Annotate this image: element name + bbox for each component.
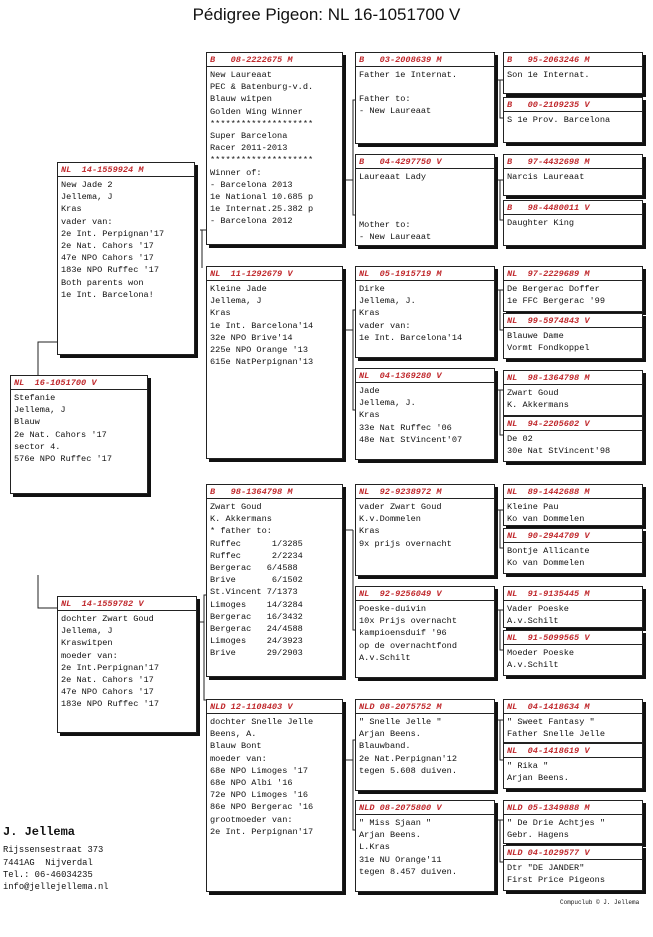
pigeon-info-line: Ruffec 2/2234 <box>210 550 303 561</box>
pigeon-info-line: 47e NPO Cahors '17 <box>61 687 154 698</box>
pigeon-card-dam-dam <box>206 699 343 892</box>
pigeon-info-line: First Price Pigeons <box>507 875 605 886</box>
pigeon-info-line: Brive 6/1502 <box>210 575 303 586</box>
pigeon-card-ssdd <box>503 200 643 246</box>
pigeon-card-sdds <box>503 370 643 416</box>
pigeon-info-line: 68e NPO Limoges '17 <box>210 765 308 776</box>
pigeon-info-line: A.v.Schilt <box>507 616 559 627</box>
pigeon-info-line: Ko van Dommelen <box>507 558 585 569</box>
ring-number: NL 11-1292679 V <box>207 267 342 281</box>
pigeon-info-line: 47e NPO Cahors '17 <box>61 253 154 264</box>
pigeon-info-line: Blauw <box>14 417 40 428</box>
pigeon-card-ddss <box>503 699 643 743</box>
ring-number: NL 05-1915719 M <box>356 267 494 281</box>
pigeon-info-line: Blauwband. <box>359 741 411 752</box>
pigeon-card-dds <box>355 699 495 791</box>
pigeon-info-line: Father Snelle Jelle <box>507 729 605 740</box>
pigeon-info-line: " Sweet Fantasy " <box>507 717 595 727</box>
ring-number: B 08-2222675 M <box>207 53 342 67</box>
ring-number: B 04-4297750 V <box>356 155 494 169</box>
ring-number: NL 92-9238972 M <box>356 485 494 499</box>
pigeon-info-line: Kras <box>359 308 380 319</box>
pigeon-info-line: Super Barcelona <box>210 131 288 142</box>
pigeon-info-line: " Rika " <box>507 761 549 771</box>
pigeon-info-line: A.v.Schilt <box>359 652 411 663</box>
pigeon-info-line: Kras <box>61 204 82 215</box>
pigeon-info-line: Moeder Poeske <box>507 648 575 658</box>
pigeon-info-line: Son 1e Internat. <box>507 70 590 80</box>
pigeon-info-line: moeder van: <box>61 650 118 661</box>
pigeon-info-line: kampioensduif '96 <box>359 628 447 639</box>
pigeon-info-line: 33e Nat Ruffec '06 <box>359 422 452 433</box>
pigeon-info-line: 1e Int. Barcelona'14 <box>210 320 314 331</box>
pigeon-card-sssd <box>503 97 643 143</box>
pigeon-info-line: Jellema, J. <box>359 296 416 307</box>
pigeon-info-line: " Miss Sjaan " <box>359 818 432 828</box>
ring-number: NL 94-2205602 V <box>504 417 642 431</box>
pigeon-info-line: 1e Internat.25.382 p <box>210 204 314 215</box>
pigeon-info-line: 2e Int. Perpignan'17 <box>210 826 314 837</box>
pigeon-card-dam-sire <box>206 484 343 677</box>
pigeon-card-dss <box>355 484 495 576</box>
pigeon-info-line: A.v.Schilt <box>507 660 559 671</box>
ring-number: NLD 05-1349888 M <box>504 801 642 815</box>
ring-number: NL 99-5974843 V <box>504 314 642 328</box>
ring-number: NL 91-9135445 M <box>504 587 642 601</box>
pigeon-info-line: - New Laureaat <box>359 106 432 117</box>
pigeon-info-line: Limoges 14/3284 <box>210 599 303 610</box>
pigeon-card-dam <box>57 596 197 733</box>
pigeon-info-line: Blauw witpen <box>210 94 272 105</box>
pigeon-info-line: St.Vincent 7/1373 <box>210 587 298 598</box>
ring-number: NLD 08-2075800 V <box>356 801 494 815</box>
pigeon-info-line: Bontje Allicante <box>507 546 590 556</box>
pigeon-card-sss <box>355 52 495 144</box>
pigeon-card-sdsd <box>503 313 643 359</box>
pigeon-info-line: vader Zwart Goud <box>359 502 442 512</box>
pigeon-card-dddd <box>503 845 643 891</box>
pigeon-info-line: ******************** <box>210 155 314 166</box>
pigeon-info-line: 10x Prijs overnacht <box>359 616 457 627</box>
pigeon-card-ssd <box>355 154 495 246</box>
pigeon-card-sdd <box>355 368 495 460</box>
owner-name: J. Jellema <box>3 825 76 839</box>
ring-number: NL 04-1418619 V <box>504 744 642 758</box>
pigeon-card-ddsd <box>503 743 643 789</box>
ring-number: NL 89-1442688 M <box>504 485 642 499</box>
credit-footer: Compuclub © J. Jellema <box>560 899 640 906</box>
pigeon-info-line: 1e Int. Barcelona! <box>61 289 154 300</box>
pigeon-info-line: Zwart Goud <box>210 502 262 512</box>
pigeon-info-line: New Laureaat <box>210 70 272 80</box>
pigeon-info-line: De 02 <box>507 434 533 444</box>
pigeon-info-line: grootmoeder van: <box>210 814 293 825</box>
ring-number: NL 98-1364798 M <box>504 371 642 385</box>
pigeon-info-line: Limoges 24/3923 <box>210 636 303 647</box>
pigeon-info-line: dochter Zwart Goud <box>61 614 154 624</box>
pigeon-card-sire <box>57 162 195 355</box>
pigeon-info-line: " Snelle Jelle " <box>359 717 442 727</box>
pigeon-info-line: 1e Int. Barcelona'14 <box>359 332 463 343</box>
pigeon-info-line: " De Drie Achtjes " <box>507 818 605 828</box>
ring-number: NL 04-1369280 V <box>356 369 494 383</box>
pigeon-info-line: Both parents won <box>61 277 144 288</box>
ring-number: NL 14-1559782 V <box>58 597 196 611</box>
pigeon-info-line <box>359 195 491 207</box>
pigeon-info-line: tegen 5.608 duiven. <box>359 765 457 776</box>
pigeon-info-line: Laureaat Lady <box>359 172 427 182</box>
pigeon-info-line: Jellema, J <box>210 296 262 307</box>
pigeon-card-dssd <box>503 528 643 574</box>
owner-phone: Tel.: 06-46034235 <box>3 869 93 880</box>
ring-number: NLD 12-1108403 V <box>207 700 342 714</box>
pigeon-info-line: Winner of: <box>210 167 262 178</box>
pigeon-card-dsds <box>503 586 643 628</box>
pigeon-info-line: Jade <box>359 386 380 396</box>
pigeon-info-line: vader van: <box>359 320 411 331</box>
pigeon-info-line <box>359 81 491 93</box>
pigeon-info-line: Kraswitpen <box>61 638 113 649</box>
pigeon-info-line: Jellema, J <box>61 626 113 637</box>
pigeon-card-ddd <box>355 800 495 892</box>
pigeon-info-line: Dtr "DE JANDER" <box>507 863 585 873</box>
pigeon-info-line: 1e National 10.685 p <box>210 192 314 203</box>
ring-number: B 03-2008639 M <box>356 53 494 67</box>
ring-number: NL 16-1051700 V <box>11 376 147 390</box>
pigeon-info-line: op de overnachtfond <box>359 640 457 651</box>
pigeon-info-line: Kleine Jade <box>210 284 267 294</box>
pigeon-info-line: 2e Nat.Perpignan'12 <box>359 753 457 764</box>
pigeon-info-line: Beens, A. <box>210 729 257 740</box>
pigeon-info-line: Daughter King <box>507 218 575 228</box>
pigeon-info-line: - New Laureaat <box>359 232 432 243</box>
pigeon-info-line: K. Akkermans <box>507 400 569 411</box>
pigeon-card-subject <box>10 375 148 494</box>
owner-contact <box>3 826 109 893</box>
pigeon-info-line: Zwart Goud <box>507 388 559 398</box>
pigeon-info-line: 68e NPO Albi '16 <box>210 778 293 789</box>
pigeon-info-line: Golden Wing Winner <box>210 106 303 117</box>
pigeon-card-dsdd <box>503 630 643 676</box>
pigeon-info-line: 2e Int.Perpignan'17 <box>61 662 159 673</box>
pigeon-info-line: ******************** <box>210 118 314 129</box>
pigeon-card-sire-dam <box>206 266 343 459</box>
ring-number: NL 04-1418634 M <box>504 700 642 714</box>
pigeon-info-line: Blauwe Dame <box>507 331 564 341</box>
pigeon-info-line: S 1e Prov. Barcelona <box>507 115 611 125</box>
pigeon-info-line: 183e NPO Ruffec '17 <box>61 265 159 276</box>
ring-number: NLD 04-1029577 V <box>504 846 642 860</box>
pigeon-info-line: 48e Nat StVincent'07 <box>359 434 463 445</box>
pigeon-info-line: Jellema, J <box>61 192 113 203</box>
pigeon-info-line: Mother to: <box>359 220 411 231</box>
pigeon-info-line: 72e NPO Limoges '16 <box>210 790 308 801</box>
ring-number: B 97-4432698 M <box>504 155 642 169</box>
pigeon-card-ssss <box>503 52 643 94</box>
pigeon-info-line: 86e NPO Bergerac '16 <box>210 802 314 813</box>
pigeon-info-line: Bergerac 6/4588 <box>210 563 298 574</box>
pigeon-card-ddds <box>503 800 643 844</box>
pigeon-card-ssds <box>503 154 643 196</box>
ring-number: NL 92-9256049 V <box>356 587 494 601</box>
ring-number: B 98-4480011 V <box>504 201 642 215</box>
pigeon-info-line: Father 1e Internat. <box>359 70 457 80</box>
pigeon-card-sds <box>355 266 495 358</box>
pigeon-info-line: Kras <box>359 526 380 537</box>
pigeon-card-sddd <box>503 416 643 462</box>
pigeon-info-line: moeder van: <box>210 753 267 764</box>
ring-number: NL 97-2229689 M <box>504 267 642 281</box>
pigeon-info-line: * father to: <box>210 526 272 537</box>
pigeon-info-line: sector 4. <box>14 441 61 452</box>
pigeon-info-line: 576e NPO Ruffec '17 <box>14 454 112 465</box>
pigeon-info-line: 31e NU Orange'11 <box>359 854 442 865</box>
pigeon-info-line: 2e Int. Perpignan'17 <box>61 228 165 239</box>
pigeon-card-dsss <box>503 484 643 526</box>
ring-number: NL 91-5099565 V <box>504 631 642 645</box>
pigeon-info-line: Bergerac 16/3432 <box>210 611 303 622</box>
pigeon-info-line: 225e NPO Orange '13 <box>210 345 308 356</box>
pigeon-info-line: Blauw Bont <box>210 741 262 752</box>
pigeon-info-line: Arjan Beens. <box>359 830 421 841</box>
pigeon-info-line: K.v.Dommelen <box>359 514 421 525</box>
pigeon-info-line: New Jade 2 <box>61 180 113 190</box>
pigeon-info-line: 615e NatPerpignan'13 <box>210 357 314 368</box>
pigeon-info-line: Poeske-duivin <box>359 604 427 614</box>
ring-number: B 00-2109235 V <box>504 98 642 112</box>
pigeon-info-line: - Barcelona 2012 <box>210 216 293 227</box>
pigeon-info-line: Arjan Beens. <box>359 729 421 740</box>
pigeon-info-line: L.Kras <box>359 842 390 853</box>
owner-city: 7441AG Nijverdal <box>3 857 93 868</box>
ring-number: B 95-2063246 M <box>504 53 642 67</box>
owner-address: Rijssensestraat 373 <box>3 845 104 856</box>
ring-number: NLD 08-2075752 M <box>356 700 494 714</box>
pigeon-info-line: Ko van Dommelen <box>507 514 585 525</box>
pigeon-info-line: Father to: <box>359 94 411 105</box>
pigeon-info-line: Gebr. Hagens <box>507 830 569 841</box>
ring-number: NL 14-1559924 M <box>58 163 194 177</box>
pigeon-info-line: Kras <box>210 308 231 319</box>
pigeon-info-line: Kleine Pau <box>507 502 559 512</box>
pigeon-info-line: dochter Snelle Jelle <box>210 717 314 727</box>
pigeon-info-line: Ruffec 1/3285 <box>210 538 303 549</box>
pigeon-info-line: vader van: <box>61 216 113 227</box>
pigeon-info-line: 2e Nat. Cahors '17 <box>61 675 154 686</box>
page-title: Pédigree Pigeon: NL 16-1051700 V <box>192 5 461 24</box>
ring-number: NL 90-2944709 V <box>504 529 642 543</box>
pigeon-info-line <box>359 207 491 219</box>
owner-email[interactable]: info@jellejellema.nl <box>3 882 109 893</box>
pigeon-info-line: 2e Nat. Cahors '17 <box>14 429 107 440</box>
pigeon-info-line: Jellema, J. <box>359 398 416 409</box>
pigeon-info-line: Jellema, J <box>14 405 66 416</box>
pigeon-card-dsd <box>355 586 495 678</box>
pigeon-info-line: 1e FFC Bergerac '99 <box>507 296 605 307</box>
pigeon-info-line: Bergerac 24/4588 <box>210 624 303 635</box>
ring-number: B 98-1364798 M <box>207 485 342 499</box>
pigeon-info-line: 9x prijs overnacht <box>359 538 452 549</box>
pigeon-info-line: 30e Nat StVincent'98 <box>507 446 611 457</box>
pigeon-info-line: PEC & Batenburg-v.d. <box>210 82 314 93</box>
pigeon-info-line: Stefanie <box>14 393 56 403</box>
pigeon-info-line: Kras <box>359 410 380 421</box>
pigeon-info-line: - Barcelona 2013 <box>210 179 293 190</box>
pigeon-info-line <box>359 183 491 195</box>
pigeon-info-line: 183e NPO Ruffec '17 <box>61 699 159 710</box>
pigeon-info-line: De Bergerac Doffer <box>507 284 600 294</box>
pigeon-info-line: Narcis Laureaat <box>507 172 585 182</box>
pigeon-info-line: 32e NPO Brive'14 <box>210 332 293 343</box>
pigeon-info-line: Dirke <box>359 284 385 294</box>
pigeon-info-line: K. Akkermans <box>210 514 272 525</box>
pigeon-card-sdss <box>503 266 643 312</box>
pigeon-info-line: Brive 29/2903 <box>210 648 303 659</box>
pigeon-info-line: Racer 2011-2013 <box>210 143 288 154</box>
pigeon-info-line: Vader Poeske <box>507 604 569 614</box>
pigeon-info-line: 2e Nat. Cahors '17 <box>61 241 154 252</box>
pigeon-info-line: Arjan Beens. <box>507 773 569 784</box>
pigeon-info-line: tegen 8.457 duiven. <box>359 866 457 877</box>
pigeon-info-line: Vormt Fondkoppel <box>507 343 590 354</box>
pigeon-card-sire-sire <box>206 52 343 245</box>
